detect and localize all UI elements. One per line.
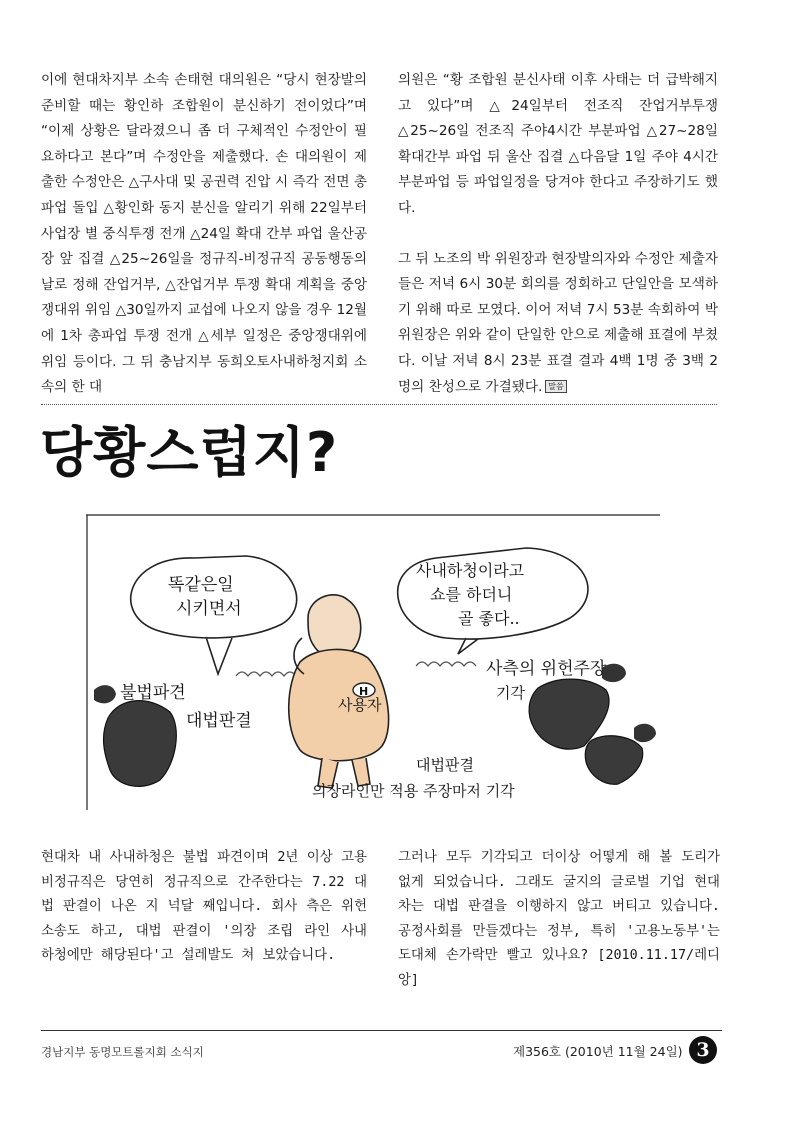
political-cartoon [86, 514, 660, 810]
section-divider [41, 404, 717, 405]
right-coat-lower [585, 736, 642, 784]
article-top-right-column [398, 68, 718, 400]
article-paragraph: 현대차 내 사내하청은 불법 파견이며 2년 이상 고용 비정규직은 당연히 정규직으로 간주한다는 7.22 대법 판결이 나온 지 넉달 째입니다. 회사 측은 위헌 소송도 하고, 대법 판결이 '의장 조립 라인 사내 하청에만 해당된다'고 설레발도 쳐 보았습니다. [41, 850, 367, 964]
article-top-left-column [41, 68, 367, 401]
end-stamp: 말씀 [545, 380, 566, 393]
footer-publication: 경남지부 동명모트롤지회 소식지 [41, 1045, 204, 1059]
belly-label: 사용자 [338, 696, 382, 714]
article-paragraph: 이에 현대차지부 소속 손태현 대의원은 “당시 현장발의 준비할 때는 황인하 조합원이 분신하기 전이었다”며 “이제 상황은 달라졌으니 좀 더 구체적인 수정안이 필요하다고 본다”며 수정안을 제출했다. 손 대의원이 제출한 수정안은 △구사대 및 공권력 진압 시 즉각 전면 총파업 돌입 △황인화 동지 분신을 알리기 위해 22일부터 사업장 별 중식투쟁 전개 △24일 확대 간부 파업 울산공장 앞 집결 △25~26일을 정규직-비정규직 공동행동의 날로 정해 잔업거부, △잔업거부 투쟁 확대 계획을 중앙쟁대위 위임 △30일까지 교섭에 나오지 않을 경우 12월에 1차 총파업 투쟁 전개 △세부 일정은 중앙쟁대위에 위임 등이다. 그 뒤 충남지부 동희오토사내하청지회 소속의 한 대 [41, 72, 367, 396]
article-paragraph: 의원은 “황 조합원 분신사태 이후 사태는 더 급박해지고 있다”며 △24일부터 전조직 잔업거부투쟁 △25~26일 전조직 주야4시간 부분파업 △27~28일 확대간부 파업 뒤 울산 집결 △다음달 1일 주야 4시간 부분파업 등 파업일정을 당겨야 한다고 주장하기도 했다. [398, 72, 718, 216]
article-paragraph [398, 247, 718, 401]
article-bottom-left-column [41, 846, 367, 969]
footer-divider [41, 1030, 722, 1031]
article-bottom-right-column [398, 846, 720, 994]
right-coat-group [529, 664, 656, 785]
label-bottom-line2: 의장라인만 적용 주장마저 기각 [312, 782, 515, 800]
bubble-right-line1: 사내하청이라고 [416, 561, 525, 580]
label-bottom-line1: 대법판결 [416, 756, 474, 774]
label-right-line2: 기각 [496, 684, 525, 702]
bubble-left-line1: 똑같은일 [168, 575, 234, 595]
cartoon-headline: 당황스럽지? [40, 421, 339, 484]
bubble-right-line2: 쇼를 하더니 [430, 585, 513, 604]
label-left-line2: 대법판결 [186, 711, 252, 731]
left-hand [94, 685, 116, 703]
bubble-right-line3: 골 좋다.. [458, 609, 520, 628]
footer-issue: 제356호 (2010년 11월 24일) [513, 1044, 683, 1059]
page-number: 3 [689, 1036, 717, 1064]
right-hand-lower [634, 724, 656, 742]
article-paragraph-text: 그 뒤 노조의 박 위원장과 현장발의자와 수정안 제출자들은 저녁 6시 30분 회의를 정회하고 단일안을 모색하기 위해 따로 모였다. 이어 저녁 7시 53분 속회하여 박 위원장은 위와 같이 단일한 안으로 제출해 표결에 부쳤다. 이날 저녁 8시 23분 표결 결과 4백 1명 중 3백 2명의 찬성으로 가결됐다. [398, 250, 718, 395]
naked-boss-figure [289, 595, 389, 788]
label-right-line1: 사측의 위헌주장 [486, 659, 607, 679]
figure-head [308, 595, 361, 657]
bubble-left-line2: 시키면서 [176, 599, 242, 619]
article-paragraph: 그러나 모두 기각되고 더이상 어떻게 해 볼 도리가 없게 되었습니다. 그래도 굴지의 글로벌 기업 현대차는 대법 판결을 이행하지 않고 버티고 있습니다. 공정사회를 만들겠다는 정부, 특히 '고용노동부'는 도대체 손가락만 빨고 있나요? [2010.11.17/레디앙] [398, 850, 720, 988]
left-coat [104, 701, 177, 787]
hyundai-logo-letter: H [359, 685, 369, 698]
label-left-line1: 불법파견 [120, 683, 186, 703]
